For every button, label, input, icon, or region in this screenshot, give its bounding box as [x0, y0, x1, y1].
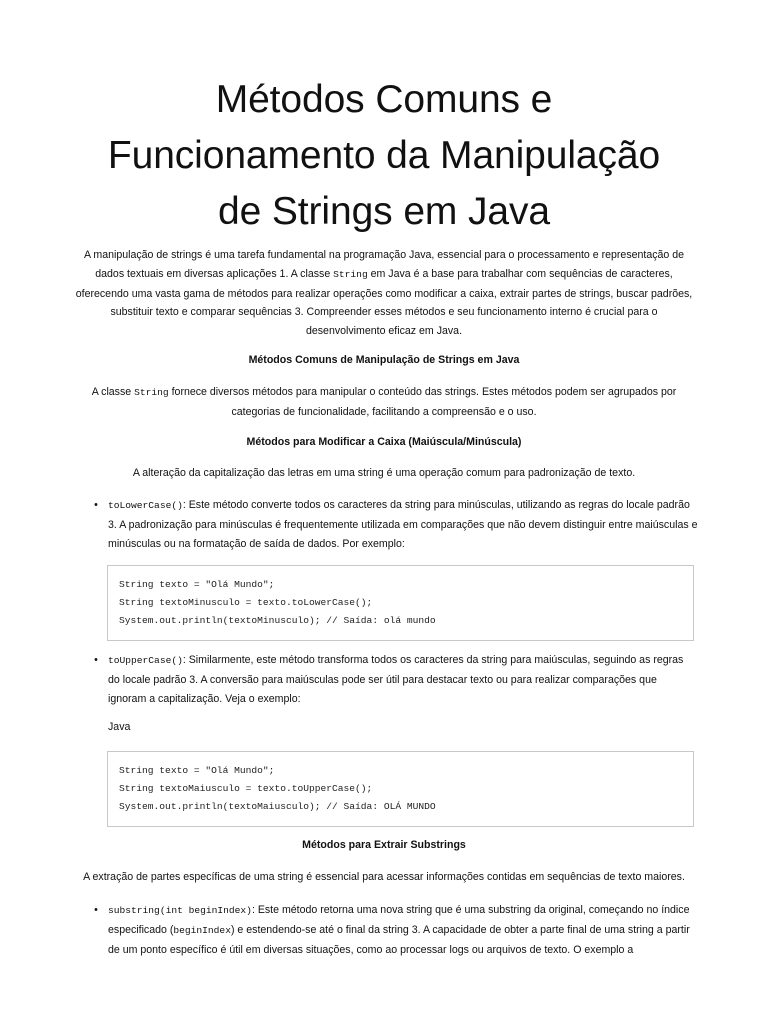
- inline-code: toUpperCase(): [108, 655, 183, 666]
- title-line-3: de Strings em Java: [217, 190, 551, 233]
- code-language-label: Java: [108, 721, 131, 733]
- code-line: String textoMinusculo = texto.toLowerCase();: [119, 597, 373, 608]
- inline-code: toLowerCase(): [108, 500, 183, 511]
- inline-code: beginIndex: [173, 924, 231, 936]
- code-line: System.out.println(textoMaiusculo); // Saída: OLÁ MUNDO: [119, 801, 436, 812]
- inline-code: substring(int beginIndex): [108, 905, 252, 916]
- inline-code: String: [134, 387, 169, 398]
- section-paragraph: A extração de partes específicas de uma string é essencial para acessar informações contidas em sequências de texto maiores.: [83, 871, 685, 883]
- list-item: • toUpperCase(): Similarmente, este método transforma todos os caracteres da string para maiúsculas, seguindo as regras do locale padrão 3. A conversão para maiúsculas pode ser útil para destacar texto ou para realizar comparações que ignoram a capitalização. Veja o exemplo:: [108, 651, 698, 708]
- bullet-icon: •: [94, 499, 98, 511]
- list-item: • substring(int beginIndex): Este método retorna uma nova string que é uma substring da original, começando no índice especificado (beginIndex) e estendendo-se até o final da string 3. A capacidade de obter a parte final de uma string a partir de um ponto específico é útil em diversas situações, como ao processar logs ou arquivos de texto. O exemplo a: [108, 901, 698, 959]
- section-heading: Métodos para Extrair Substrings: [302, 839, 466, 851]
- title-line-2: Funcionamento da Manipulação: [107, 134, 661, 177]
- section-heading: Métodos para Modificar a Caixa (Maiúscula/Minúscula): [246, 436, 522, 448]
- code-line: String textoMaiusculo = texto.toUpperCase();: [119, 783, 373, 794]
- code-line: String texto = "Olá Mundo";: [119, 579, 275, 590]
- section-heading: Métodos Comuns de Manipulação de Strings em Java: [248, 354, 520, 366]
- code-line: String texto = "Olá Mundo";: [119, 765, 275, 776]
- title-line-1: Métodos Comuns e: [215, 78, 553, 121]
- intro-paragraph: A manipulação de strings é uma tarefa fundamental na programação Java, essencial para o processamento e representação de dados textuais em diversas aplicações 1. A classe String em Java é a base para trabalhar com sequências de caracteres, oferecendo uma vasta gama de métodos para realizar operações como modificar a caixa, extrair partes de strings, buscar padrões, substituir texto e comparar sequências 3. Compreender esses métodos e seu funcionamento interno é crucial para o desenvolvimento eficaz em Java.: [75, 249, 693, 338]
- code-block: [107, 751, 694, 827]
- bullet-icon: •: [94, 654, 98, 666]
- document-title: [40, 72, 728, 240]
- section-paragraph: A classe String fornece diversos métodos para manipular o conteúdo das strings. Estes métodos podem ser agrupados por categorias de funcionalidade, facilitando a compreensão e o uso.: [91, 386, 677, 418]
- list-item: • toLowerCase(): Este método converte todos os caracteres da string para minúsculas, utilizando as regras do locale padrão 3. A padronização para minúsculas é frequentemente utilizada em comparações que não devem distinguir entre maiúsculas e minúsculas ou na formatação de saída de dados. Por exemplo:: [108, 496, 698, 553]
- bullet-icon: •: [94, 904, 98, 916]
- inline-code: String: [333, 268, 368, 280]
- code-line: System.out.println(textoMinusculo); // Saída: olá mundo: [119, 615, 436, 626]
- section-paragraph: A alteração da capitalização das letras em uma string é uma operação comum para padronização de texto.: [132, 467, 636, 479]
- code-block: [107, 565, 694, 641]
